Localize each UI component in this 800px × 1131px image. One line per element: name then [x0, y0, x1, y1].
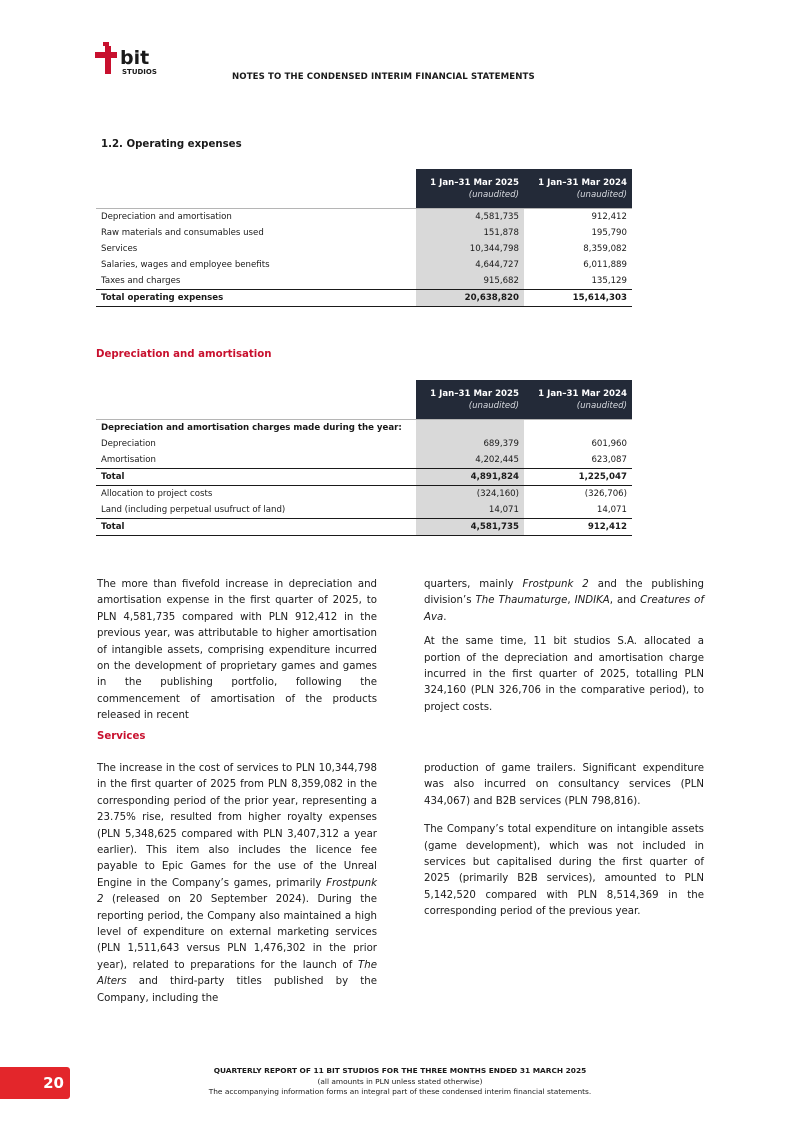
footer-disclaimer: The accompanying information forms an integral part of these condensed interim financial statements. — [208, 1087, 592, 1096]
table-row: Salaries, wages and employee benefits 4,644,727 6,011,889 — [96, 257, 632, 273]
table-row: Raw materials and consumables used 151,878 195,790 — [96, 225, 632, 241]
table-row: Depreciation 689,379 601,960 — [96, 436, 632, 452]
operating-expenses-table — [96, 169, 632, 307]
logo-cross-shape — [95, 46, 117, 74]
table-row: Depreciation and amortisation 4,581,735 912,412 — [96, 209, 632, 226]
depreciation-text-left: The more than fivefold increase in depreciation and amortisation expense in the first quarter of 2025, to PLN 4,581,735 compared with PLN 912,412 in the previous year, was attributable to higher amortisation of intangible assets, comprising expenditure incurred on the development of proprietary games and games in the publishing portfolio, following the commencement of amortisation of the products released in recent — [97, 579, 377, 722]
table-row: Services 10,344,798 8,359,082 — [96, 241, 632, 257]
section-title: 1.2. Operating expenses — [101, 139, 242, 150]
services-heading: Services — [97, 731, 146, 742]
services-text-right: production of game trailers. Significant expenditure was also incurred on consultancy services (PLN 434,067) and B2B services (PLN 798,816). The Company’s total expenditure on intangible assets (game development), which was not included in services but capitalised during the first quarter of 2025 (primarily B2B services), amounted to PLN 5,142,520 compared with PLN 8,514,369 in the corresponding period of the previous year. — [424, 763, 704, 918]
table-row: Taxes and charges 915,682 135,129 — [96, 273, 632, 290]
company-logo — [95, 42, 175, 78]
table-row: Amortisation 4,202,445 623,087 — [96, 452, 632, 469]
column-header-2024: 1 Jan–31 Mar 2024 (unaudited) — [524, 169, 632, 209]
table-row: Depreciation and amortisation charges made during the year: — [96, 420, 632, 437]
table-total-row: Total 4,891,824 1,225,047 — [96, 469, 632, 486]
table-row: Allocation to project costs (324,160) (326,706) — [96, 486, 632, 503]
column-header-2025: 1 Jan–31 Mar 2025 (unaudited) — [416, 380, 524, 420]
logo-text-studios: STUDIOS — [122, 68, 157, 76]
table-total-row: Total operating expenses 20,638,820 15,614,303 — [96, 290, 632, 307]
table-row: Land (including perpetual usufruct of land) 14,071 14,071 — [96, 502, 632, 519]
depreciation-text-right: quarters, mainly Frostpunk 2 and the publishing division’s The Thaumaturge, INDIKA, and Creatures of Ava. At the same time, 11 bit studios S.A. allocated a portion of the depreciation and amortisation charge incurred in the first quarter of 2025, totalling PLN 324,160 (PLN 326,706 in the comparative period), to project costs. — [424, 579, 704, 713]
page-header-title: NOTES TO THE CONDENSED INTERIM FINANCIAL STATEMENTS — [232, 72, 535, 82]
footer-report-title: QUARTERLY REPORT OF 11 BIT STUDIOS FOR THE THREE MONTHS ENDED 31 MARCH 2025 — [213, 1066, 587, 1075]
services-text-left: The increase in the cost of services to PLN 10,344,798 in the first quarter of 2025 from PLN 8,359,082 in the corresponding period of the prior year, representing a 23.75% rise, resulted from higher royalty expenses (PLN 5,348,625 compared with PLN 3,407,312 a year earlier). This item also includes the licence fee payable to Epic Games for the use of the Unreal Engine in the Company’s games, primarily Frostpunk 2 (released on 20 September 2024). During the reporting period, the Company also maintained a high level of expenditure on external marketing services (PLN 1,511,643 versus PLN 1,476,302 in the prior year), related to preparations for the launch of The Alters and third-party titles published by the Company, including the — [97, 763, 377, 1004]
depreciation-heading: Depreciation and amortisation — [96, 349, 272, 360]
column-header-2025: 1 Jan–31 Mar 2025 (unaudited) — [416, 169, 524, 209]
logo-text-bit: bit — [120, 47, 150, 69]
depreciation-table — [96, 380, 632, 536]
footer-currency-note: (all amounts in PLN unless stated otherwise) — [317, 1077, 483, 1086]
page-number: 20 — [0, 1067, 70, 1099]
table-total-row: Total 4,581,735 912,412 — [96, 519, 632, 536]
column-header-2024: 1 Jan–31 Mar 2024 (unaudited) — [524, 380, 632, 420]
